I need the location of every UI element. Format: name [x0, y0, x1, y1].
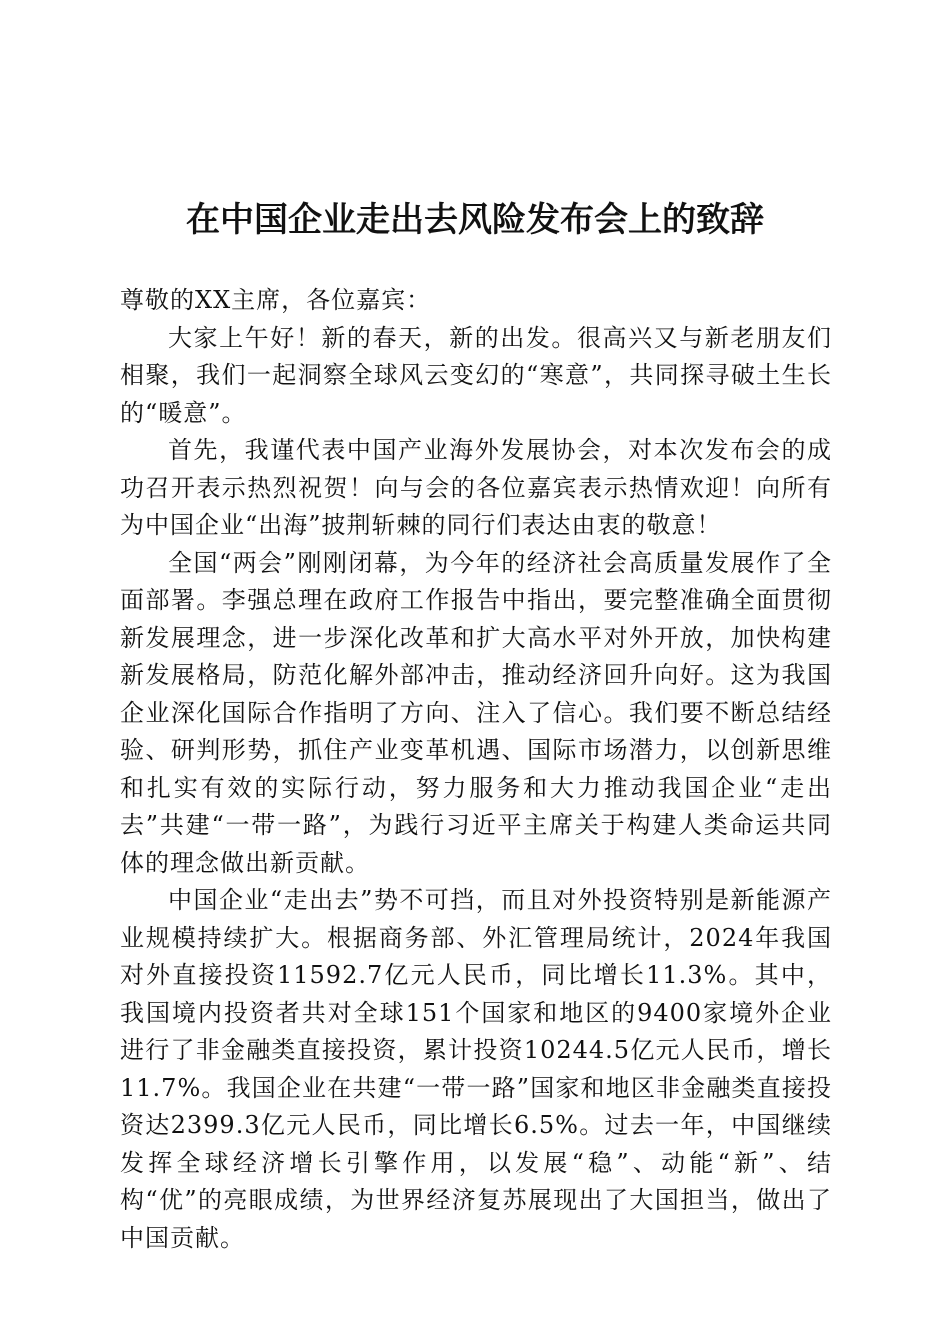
paragraph-two-sessions: 全国“两会”刚刚闭幕，为今年的经济社会高质量发展作了全面部署。李强总理在政府工作报告中指出，要完整准确全面贯彻新发展理念，进一步深化改革和扩大高水平对外开放，加快构建新发展格局，防范化解外部冲击，推动经济回升向好。这为我国企业深化国际合作指明了方向、注入了信心。我们要不断总结经验、研判形势，抓住产业变革机遇、国际市场潜力，以创新思维和扎实有效的实际行动，努力服务和大力推动我国企业“走出去”共建“一带一路”，为践行习近平主席关于构建人类命运共同体的理念做出新贡献。 [120, 548, 832, 877]
paragraph-investment-statistics: 中国企业“走出去”势不可挡，而且对外投资特别是新能源产业规模持续扩大。根据商务部、外汇管理局统计，2024年我国对外直接投资11592.7亿元人民币，同比增长11.3%。其中，我国境内投资者共对全球151个国家和地区的9400家境外企业进行了非金融类直接投资，累计投资10244.5亿元人民币，增长11.7%。我国企业在共建“一带一路”国家和地区非金融类直接投资达2399.3亿元人民币，同比增长6.5%。过去一年，中国继续发挥全球经济增长引擎作用，以发展“稳”、动能“新”、结构“优”的亮眼成绩，为世界经济复苏展现出了大国担当，做出了中国贡献。 [120, 886, 832, 1252]
salutation: 尊敬的XX主席，各位嘉宾： [120, 286, 432, 314]
document-body [120, 282, 832, 1257]
paragraph-congratulations: 首先，我谨代表中国产业海外发展协会，对本次发布会的成功召开表示热烈祝贺！向与会的各位嘉宾表示热情欢迎！向所有为中国企业“出海”披荆斩棘的同行们表达由衷的敬意！ [120, 436, 832, 539]
document-title: 在中国企业走出去风险发布会上的致辞 [186, 200, 764, 240]
paragraph-greeting: 大家上午好！新的春天，新的出发。很高兴又与新老朋友们相聚，我们一起洞察全球风云变幻的“寒意”，共同探寻破土生长的“暖意”。 [120, 323, 832, 427]
